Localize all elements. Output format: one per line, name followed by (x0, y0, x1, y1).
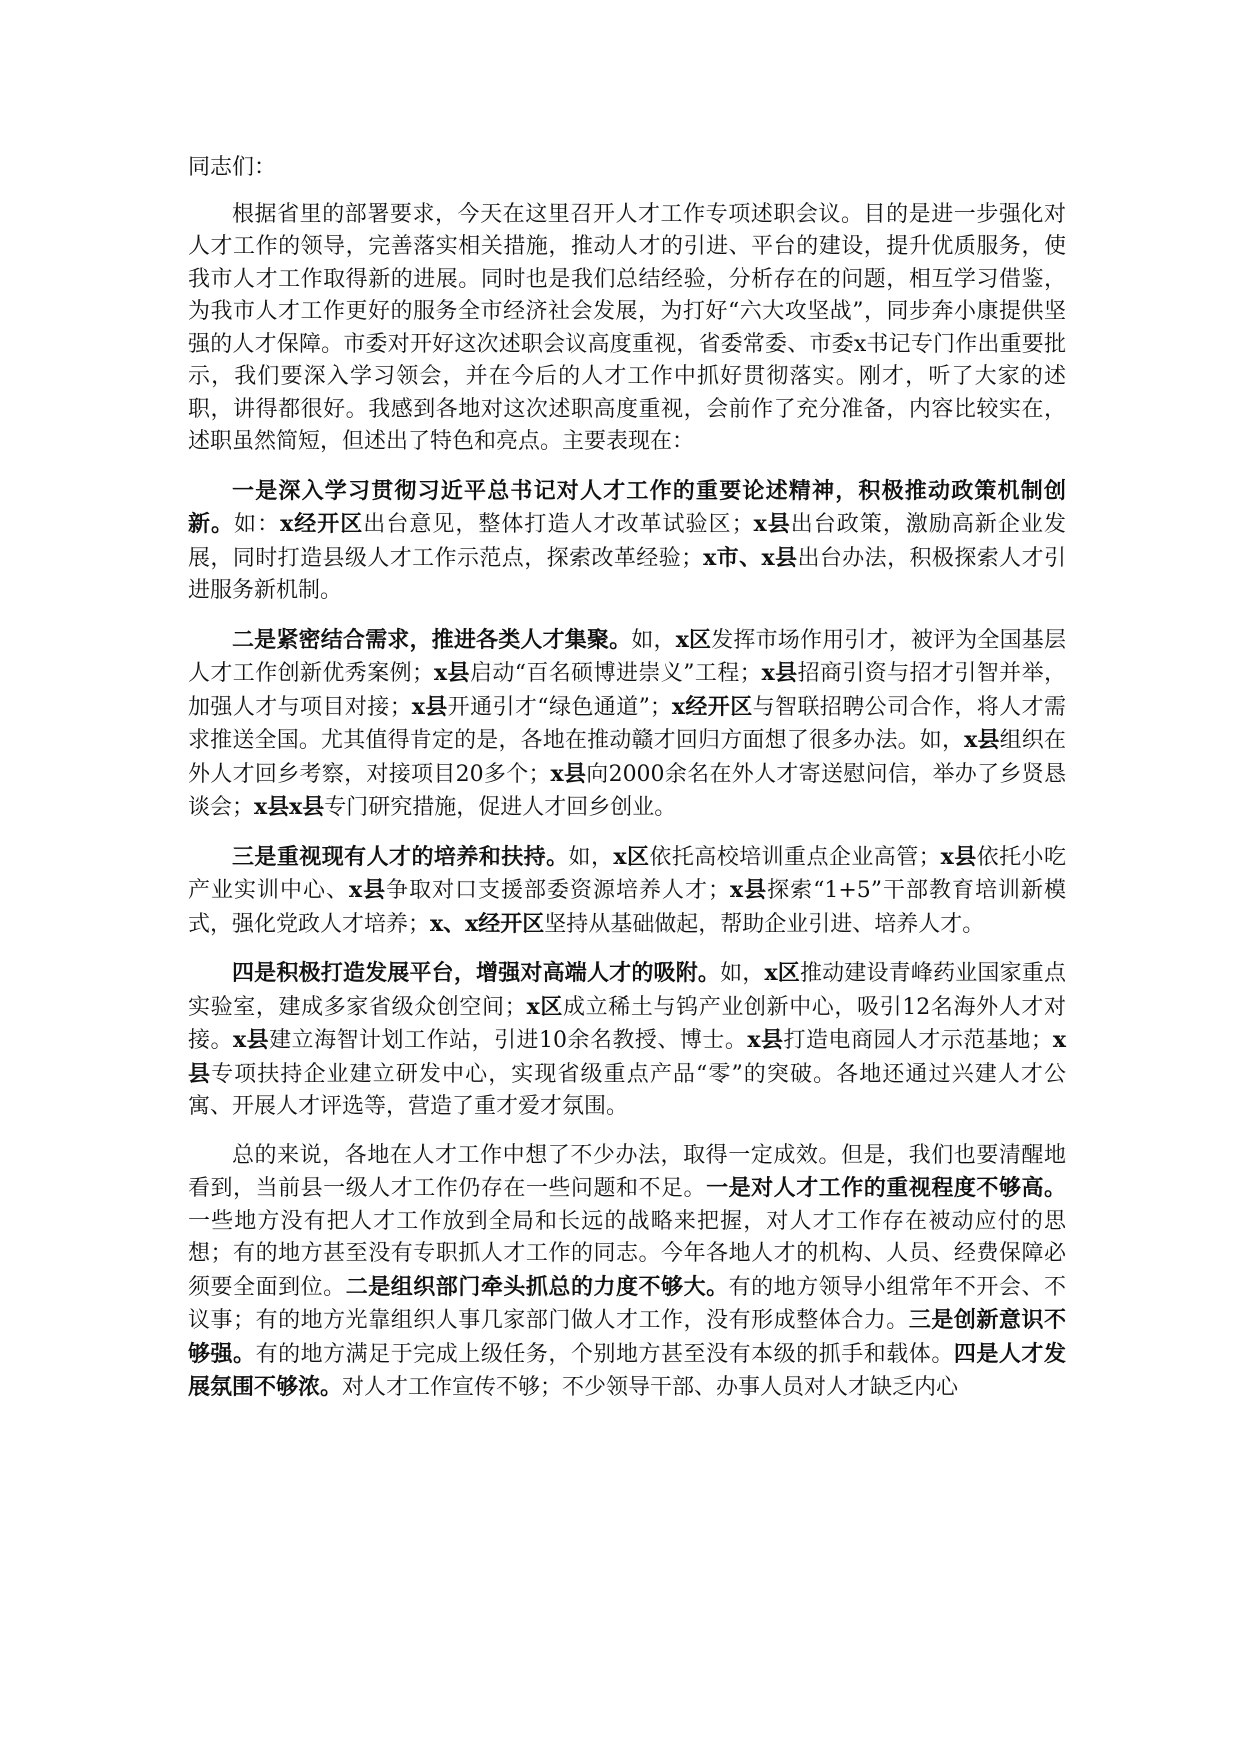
body-text: 如， (568, 844, 614, 870)
body-text: 总的来说，各地在人才工作中想了不少办法，取得一定成效。但是，我们也要清醒地看到，当前县一级人才工作仍存在一些问题和不足。 (188, 1142, 1066, 1201)
bold-text: x县 (753, 511, 791, 537)
body-text: 有的地方领导小组常年不开会、不议事；有的地方光靠组织人事几家部门做人才工作，没有形成整体合力。 (188, 1274, 1066, 1333)
bold-text: x区 (526, 993, 564, 1020)
body-text: 建立海智计划工作站，引进10余名教授、博士。 (269, 1028, 748, 1053)
paragraph-6 (188, 1140, 1066, 1405)
body-text: 有的地方满足于完成上级任务，个别地方甚至没有本级的抓手和载体。 (255, 1341, 954, 1367)
bold-text: 三是重视现有人才的培养和扶持。 (232, 843, 569, 870)
document-page (188, 152, 1066, 1405)
body-text: 专门研究措施，促进人才回乡创业。 (324, 795, 677, 820)
bold-text: x县 (730, 877, 768, 903)
body-text: 依托小吃产业实训中心、 (188, 844, 1066, 903)
bold-text: x县x县 (254, 794, 325, 820)
bold-text: 一是对人才工作的重视程度不够高。 (706, 1175, 1066, 1201)
document-body (188, 199, 1066, 1405)
body-text: 向2000余名在外人才寄送慰问信，举办了乡贤恳谈会； (188, 761, 1066, 820)
bold-text: x区 (764, 960, 800, 986)
bold-text: 二是组织部门牵头抓总的力度不够大。 (345, 1273, 729, 1300)
bold-text: x县 (188, 1027, 1066, 1087)
body-text: 打造电商园人才示范基地； (783, 1028, 1053, 1053)
greeting: 同志们： (188, 155, 277, 180)
body-text: 一些地方没有把人才工作放到全局和长远的战略来把握，对人才工作存在被动应付的思想；有的地方甚至没有专职抓人才工作的同志。今年各地人才的机构、人员、经费保障必须要全面到位。 (188, 1208, 1066, 1300)
bold-text: x县 (964, 727, 1000, 753)
body-text: 根据省里的部署要求，今天在这里召开人才工作专项述职会议。目的是进一步强化对人才工作的领导，完善落实相关措施，推动人才的引进、平台的建设，提升优质服务，使我市人才工作取得新的进展。同时也是我们总结经验，分析存在的问题，相互学习借鉴，为我市人才工作更好的服务全市经济社会发展，为打好“六大攻坚战”，同步奔小康提供坚强的人才保障。市委对开好这次述职会议高度重视，省委常委、市委x书记专门作出重要批示，我们要深入学习领会，并在今后的人才工作中抓好贯彻落实。刚才，听了大家的述职，讲得都很好。我感到各地对这次述职高度重视，会前作了充分准备，内容比较实在，述职虽然简短，但述出了特色和亮点。主要表现在： (188, 201, 1066, 454)
body-text: 组织在外人才回乡考察，对接项目20多个； (188, 728, 1066, 787)
body-text: 招商引资与招才引智并举，加强人才与项目对接； (188, 661, 1066, 720)
body-text: 推动建设青峰药业国家重点实验室，建成多家省级众创空间； (188, 961, 1066, 1020)
body-text: 坚持从基础做起，帮助企业引进、培养人才。 (544, 911, 985, 937)
body-text: 出台政策，激励高新企业发展，同时打造县级人才工作示范点，探索改革经验； (188, 512, 1066, 571)
paragraph-5 (188, 957, 1066, 1124)
body-text: 如， (631, 627, 676, 653)
bold-text: x县 (348, 877, 387, 903)
body-text: 成立稀土与钨产业创新中心，吸引12名海外人才对接。 (188, 994, 1066, 1053)
body-text: 启动“百名硕博进崇义”工程； (469, 661, 762, 686)
body-text: 探索“1+5”干部教育培训新模式，强化党政人才培养； (188, 878, 1066, 937)
bold-text: 四是人才发展氛围不够浓。 (188, 1340, 1066, 1400)
paragraph-2 (188, 475, 1066, 608)
body-text: 对人才工作宣传不够；不少领导干部、办事人员对人才缺乏内心 (342, 1375, 959, 1400)
body-text: 发挥市场作用引才，被评为全国基层人才工作创新优秀案例； (188, 627, 1066, 686)
paragraph-3 (188, 624, 1066, 825)
body-text: 争取对口支援部委资源培养人才； (386, 878, 730, 903)
bold-text: 四是积极打造发展平台，增强对高端人才的吸附。 (232, 960, 721, 986)
body-text: 出台意见，整体打造人才改革试验区； (363, 512, 754, 537)
body-text: 专项扶持企业建立研发中心，实现省级重点产品“零”的突破。各地还通过兴建人才公寓、开展人才评选等，营造了重才爱才氛围。 (188, 1061, 1066, 1119)
body-text: 出台办法，积极探索人才引进服务新机制。 (188, 545, 1066, 603)
bold-text: x经开区 (280, 511, 364, 537)
bold-text: x区 (613, 843, 650, 870)
bold-text: x县 (411, 693, 448, 720)
bold-text: x县 (550, 760, 587, 787)
bold-text: 二是紧密结合需求，推进各类人才集聚。 (232, 626, 632, 653)
paragraph-4 (188, 841, 1066, 942)
bold-text: x县 (232, 1027, 270, 1053)
body-text: 如： (234, 512, 281, 537)
bold-text: x、x经开区 (430, 910, 545, 937)
paragraph-1 (188, 199, 1066, 459)
body-text: 与智联招聘公司合作，将人才需求推送全国。尤其值得肯定的是，各地在推动赣才回归方面想了很多办法。如， (188, 694, 1066, 753)
bold-text: x县 (761, 660, 798, 686)
bold-text: 三是创新意识不够强。 (188, 1307, 1066, 1367)
body-text: 开通引才“绿色通道”； (447, 694, 672, 720)
bold-text: x区 (675, 626, 712, 653)
bold-text: x县 (434, 660, 470, 686)
bold-text: x县 (747, 1027, 784, 1053)
bold-text: x经开区 (671, 693, 753, 720)
bold-text: x县 (940, 843, 977, 870)
bold-text: 一是深入学习贯彻习近平总书记对人才工作的重要论述精神，积极推动政策机制创新。 (188, 477, 1066, 537)
body-text: 依托高校培训重点企业高管； (649, 844, 941, 870)
bold-text: x市、x县 (703, 544, 798, 571)
body-text: 如， (720, 961, 765, 986)
